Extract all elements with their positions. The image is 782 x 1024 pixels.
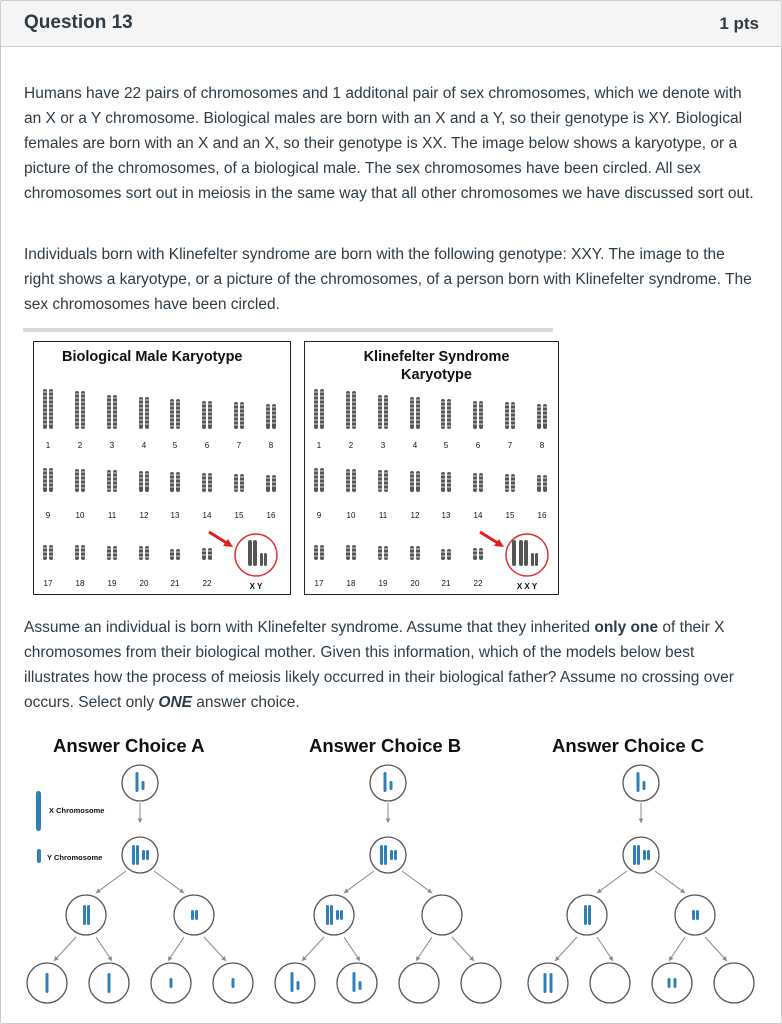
chromatid — [49, 468, 53, 492]
cell-membrane — [590, 963, 630, 1003]
division-arrowhead — [416, 956, 420, 961]
cell — [567, 895, 607, 935]
chromosome-number: 10 — [75, 511, 85, 520]
chromatid — [266, 404, 270, 429]
cell — [422, 895, 462, 935]
chromosome-pair — [410, 546, 420, 560]
chromatid — [272, 404, 276, 429]
chromatid — [384, 395, 388, 429]
chromosome-pair — [43, 389, 53, 429]
cell — [623, 837, 659, 873]
chromatid — [643, 850, 646, 860]
chromosome-number: 7 — [236, 441, 242, 450]
division-arrowhead — [669, 956, 673, 961]
klinefelter-karyotype-figure — [304, 341, 559, 595]
sex-chromosome-label: X Y — [249, 582, 263, 591]
cell — [675, 895, 715, 935]
chromatid — [696, 910, 699, 920]
chromosome-pair — [139, 397, 149, 429]
cell — [461, 963, 501, 1003]
chromosome-pair — [75, 545, 85, 560]
answer-c-title: Answer Choice C — [552, 735, 705, 756]
chromosome-pair — [378, 546, 388, 560]
division-arrowhead — [386, 819, 391, 823]
chromosome-pair — [314, 468, 324, 492]
cell-membrane — [275, 963, 315, 1003]
chromosome-number: 20 — [410, 579, 420, 588]
cell — [275, 963, 315, 1003]
chromosome-number: 14 — [202, 511, 212, 520]
chromosome-pair — [441, 399, 451, 429]
chromosome-pair — [266, 404, 276, 429]
chromatid — [378, 395, 382, 429]
cell — [27, 963, 67, 1003]
chromosome-pair — [346, 391, 356, 429]
chromatid — [380, 845, 383, 865]
chromatid — [49, 389, 53, 429]
chromatid — [668, 978, 671, 988]
chromosome-pair — [378, 470, 388, 492]
chromatid — [340, 910, 343, 920]
chromosome-pair — [139, 546, 149, 560]
question-title: Question 13 — [24, 12, 133, 33]
chromatid — [473, 401, 477, 429]
chromatid — [208, 548, 212, 560]
chromosome-pair — [170, 472, 180, 492]
chromosome-number: 9 — [45, 511, 51, 520]
chromosome-pair — [43, 468, 53, 492]
chromatid — [479, 548, 483, 560]
chromosome-number: 12 — [139, 511, 149, 520]
chromosome-pair — [410, 397, 420, 429]
chromosome-number: 20 — [139, 579, 149, 588]
chromatid — [320, 468, 324, 492]
legend-x-chromosome — [36, 791, 41, 831]
chromatid — [314, 389, 318, 429]
chromosome-number: 12 — [410, 511, 420, 520]
chromosome-number: 10 — [346, 511, 356, 520]
cell — [122, 837, 158, 873]
chromosome-number: 15 — [234, 511, 244, 520]
chromatid — [46, 973, 49, 993]
klinefelter-title-line1: Klinefelter Syndrome — [363, 349, 510, 365]
cell — [370, 837, 406, 873]
chromosome-number: 5 — [172, 441, 178, 450]
chromatid — [441, 549, 445, 560]
chromosome-pair — [234, 402, 244, 429]
chromatid — [195, 910, 198, 920]
chromosome-number: 8 — [268, 441, 274, 450]
chromosome-number: 11 — [107, 511, 117, 520]
prompt-part-2: of their X chromosomes from their biological mother. Given this information, which of the models below best illustrates how the process of meiosis likely occurred in their biological father? Assume no crossing over occurs. Select only — [24, 619, 734, 711]
chromosome-pair — [473, 548, 483, 560]
chromosome-number: 16 — [537, 511, 547, 520]
cell — [590, 963, 630, 1003]
chromatid — [146, 850, 149, 860]
chromosome-pair — [505, 402, 515, 429]
y-chromatid — [260, 553, 263, 566]
chromosome-pair — [473, 401, 483, 429]
division-arrow — [402, 871, 432, 893]
chromatid — [384, 772, 387, 792]
chromatid — [136, 772, 139, 792]
cell — [652, 963, 692, 1003]
chromosome-number: 3 — [380, 441, 386, 450]
chromatid — [550, 973, 553, 993]
x-chromatid — [253, 540, 257, 566]
chromosome-pair — [314, 545, 324, 560]
chromosome-number: 6 — [475, 441, 481, 450]
y-chromatid — [535, 553, 538, 566]
chromatid — [647, 850, 650, 860]
klinefelter-title-line2: Karyotype — [401, 367, 472, 383]
answer-a-title: Answer Choice A — [53, 735, 205, 756]
chromatid — [479, 401, 483, 429]
chromosome-number: 13 — [170, 511, 180, 520]
chromosome-pair — [234, 474, 244, 492]
division-arrow — [597, 871, 627, 893]
chromosome-number: 14 — [473, 511, 483, 520]
division-arrowhead — [168, 956, 172, 961]
chromatid — [633, 845, 636, 865]
chromatid — [202, 548, 206, 560]
cell-membrane — [652, 963, 692, 1003]
cell — [89, 963, 129, 1003]
chromatid — [473, 548, 477, 560]
chromatid — [390, 781, 393, 790]
x-chromatid — [248, 540, 252, 566]
chromatid — [43, 389, 47, 429]
y-chromatid — [531, 553, 534, 566]
chromatid — [297, 981, 300, 990]
x-chromatid — [524, 540, 528, 566]
chromatid — [390, 850, 393, 860]
prompt-emph-one: ONE — [158, 694, 192, 711]
chromosome-number: 19 — [378, 579, 388, 588]
chromatid — [447, 549, 451, 560]
chromatid — [336, 910, 339, 920]
division-arrowhead — [356, 956, 360, 961]
male-karyotype-image — [34, 342, 292, 596]
prompt-part-1: Assume an individual is born with Klinefelter syndrome. Assume that they inherited — [24, 619, 595, 636]
cell-membrane — [623, 765, 659, 801]
division-arrowhead — [108, 956, 112, 961]
cell — [151, 963, 191, 1003]
division-arrowhead — [344, 888, 349, 893]
cell — [370, 765, 406, 801]
male-karyotype-figure — [33, 341, 291, 595]
klinefelter-paragraph: Individuals born with Klinefelter syndrome are born with the following genotype: XXY. The image to the right shows a karyotype, or a picture of the chromosomes, of a person born with Klinefelter syndrome. The sex chromosomes have been circled. — [24, 246, 752, 313]
cell — [623, 765, 659, 801]
chromatid — [674, 978, 677, 988]
meiosis-diagrams — [1, 731, 782, 1024]
chromatid — [107, 395, 111, 429]
extra-x-chromatid — [512, 540, 516, 566]
division-arrowhead — [96, 888, 101, 893]
chromatid — [83, 905, 86, 925]
answer-choices-figure — [1, 731, 782, 1024]
chromatid — [537, 404, 541, 429]
chromatid — [544, 973, 547, 993]
chromatid — [637, 845, 640, 865]
chromatid — [330, 905, 333, 925]
cell — [528, 963, 568, 1003]
chromatid — [359, 981, 362, 990]
chromatid — [208, 401, 212, 429]
chromosome-pair — [314, 389, 324, 429]
chromosome-number: 4 — [141, 441, 147, 450]
chromosome-pair — [139, 471, 149, 492]
answer-b-title: Answer Choice B — [309, 735, 462, 756]
chromosome-pair — [75, 391, 85, 429]
chromosome-pair — [441, 549, 451, 560]
chromatid — [232, 978, 235, 988]
chromosome-number: 16 — [266, 511, 276, 520]
division-arrowhead — [427, 888, 432, 893]
division-arrow — [344, 871, 374, 893]
legend-y-chromosome — [37, 849, 41, 863]
chromatid — [637, 772, 640, 792]
chromosome-pair — [107, 546, 117, 560]
y-chromatid — [264, 553, 267, 566]
chromatid — [113, 395, 117, 429]
question-prompt — [24, 615, 759, 715]
chromatid — [202, 401, 206, 429]
chromosome-pair — [75, 469, 85, 492]
cell-membrane — [370, 765, 406, 801]
chromatid — [108, 973, 111, 993]
division-arrow — [204, 937, 226, 961]
cell-membrane — [337, 963, 377, 1003]
chromatid — [132, 845, 135, 865]
chromosome-number: 22 — [473, 579, 483, 588]
chromosome-pair — [505, 474, 515, 492]
division-arrow — [555, 937, 577, 961]
cell — [174, 895, 214, 935]
chromosome-number: 5 — [443, 441, 449, 450]
chromosome-number: 3 — [109, 441, 115, 450]
chromatid — [170, 978, 173, 988]
cell-membrane — [461, 963, 501, 1003]
division-arrow — [655, 871, 685, 893]
chromosome-pair — [107, 395, 117, 429]
chromosome-number: 21 — [441, 579, 451, 588]
cell — [66, 895, 106, 935]
chromosome-pair — [43, 545, 53, 560]
chromatid — [291, 972, 294, 992]
chromosome-number: 8 — [539, 441, 545, 450]
chromatid — [191, 910, 194, 920]
chromosome-number: 2 — [77, 441, 83, 450]
chromatid — [326, 905, 329, 925]
chromatid — [584, 905, 587, 925]
cell-membrane — [528, 963, 568, 1003]
chromosome-pair — [537, 475, 547, 492]
klinefelter-karyotype-image — [305, 342, 560, 596]
division-arrow — [154, 871, 184, 893]
cell-membrane — [623, 837, 659, 873]
chromosome-pair — [202, 473, 212, 492]
division-arrowhead — [597, 888, 602, 893]
chromosome-number: 18 — [346, 579, 356, 588]
chromosome-pair — [266, 475, 276, 492]
chromosome-number: 1 — [316, 441, 322, 450]
chromosome-number: 2 — [348, 441, 354, 450]
chromatid — [353, 972, 356, 992]
x-chromatid — [519, 540, 523, 566]
chromosome-number: 4 — [412, 441, 418, 450]
chromatid — [543, 404, 547, 429]
chromatid — [142, 781, 145, 790]
cell-membrane — [314, 895, 354, 935]
chromatid — [43, 468, 47, 492]
chromatid — [87, 905, 90, 925]
cell — [714, 963, 754, 1003]
chromosome-number: 6 — [204, 441, 210, 450]
chromatid — [394, 850, 397, 860]
chromosome-pair — [441, 472, 451, 492]
chromosome-number: 17 — [43, 579, 53, 588]
chromosome-number: 7 — [507, 441, 513, 450]
division-arrow — [452, 937, 474, 961]
chromatid — [692, 910, 695, 920]
chromosome-pair — [473, 473, 483, 492]
chromatid — [176, 549, 180, 560]
chromosome-pair — [378, 395, 388, 429]
prompt-part-3: answer choice. — [192, 694, 300, 711]
chromosome-pair — [202, 548, 212, 560]
chromatid — [170, 549, 174, 560]
division-arrowhead — [639, 819, 644, 823]
chromatid — [643, 781, 646, 790]
cell — [213, 963, 253, 1003]
legend-y-label: Y Chromosome — [47, 853, 103, 862]
chromosome-pair — [202, 401, 212, 429]
chromosome-number: 11 — [378, 511, 388, 520]
chromosome-pair — [346, 545, 356, 560]
cell-membrane — [714, 963, 754, 1003]
image-divider — [23, 328, 553, 332]
chromatid — [320, 389, 324, 429]
question-points: 1 pts — [719, 14, 759, 33]
chromatid — [136, 845, 139, 865]
chromosome-number: 17 — [314, 579, 324, 588]
chromosome-pair — [170, 549, 180, 560]
division-arrowhead — [609, 956, 613, 961]
cell-membrane — [399, 963, 439, 1003]
chromatid — [314, 468, 318, 492]
chromosome-pair — [410, 471, 420, 492]
chromosome-pair — [170, 399, 180, 429]
cell — [314, 895, 354, 935]
division-arrowhead — [138, 819, 143, 823]
division-arrow — [54, 937, 76, 961]
chromosome-pair — [537, 404, 547, 429]
chromosome-number: 15 — [505, 511, 515, 520]
division-arrowhead — [179, 888, 184, 893]
prompt-bold-only-one: only one — [594, 619, 659, 636]
cell-membrane — [370, 837, 406, 873]
male-karyotype-title: Biological Male Karyotype — [62, 349, 243, 365]
intro-paragraph: Humans have 22 pairs of chromosomes and 1 additonal pair of sex chromosomes, which we denote with an X or a Y chromosome. Biological males are born with an X and a Y, so their genotype is XY. Biological females are born with an X and an X, so their genotype is XX. The image below shows a karyotype, or a picture of the chromosomes, of a biological male. The sex chromosomes have been circled. All sex chromosomes sort out in meiosis in the same way that all other chromosomes we have discussed sort out. — [24, 85, 754, 202]
chromatid — [142, 850, 145, 860]
division-arrowhead — [680, 888, 685, 893]
chromosome-number: 21 — [170, 579, 180, 588]
chromosome-number: 1 — [45, 441, 51, 450]
division-arrow — [96, 871, 126, 893]
chromosome-number: 9 — [316, 511, 322, 520]
legend-x-label: X Chromosome — [49, 806, 105, 815]
chromatid — [588, 905, 591, 925]
division-arrow — [302, 937, 324, 961]
cell-membrane — [122, 837, 158, 873]
chromosome-number: 13 — [441, 511, 451, 520]
cell — [122, 765, 158, 801]
cell-membrane — [122, 765, 158, 801]
sex-chromosome-label: X X Y — [516, 582, 538, 591]
cell-membrane — [422, 895, 462, 935]
chromosome-number: 22 — [202, 579, 212, 588]
chromosome-pair — [346, 469, 356, 492]
chromosome-number: 18 — [75, 579, 85, 588]
division-arrow — [705, 937, 727, 961]
chromosome-pair — [107, 470, 117, 492]
question-header — [1, 1, 781, 47]
cell — [399, 963, 439, 1003]
chromatid — [384, 845, 387, 865]
chromosome-number: 19 — [107, 579, 117, 588]
cell — [337, 963, 377, 1003]
